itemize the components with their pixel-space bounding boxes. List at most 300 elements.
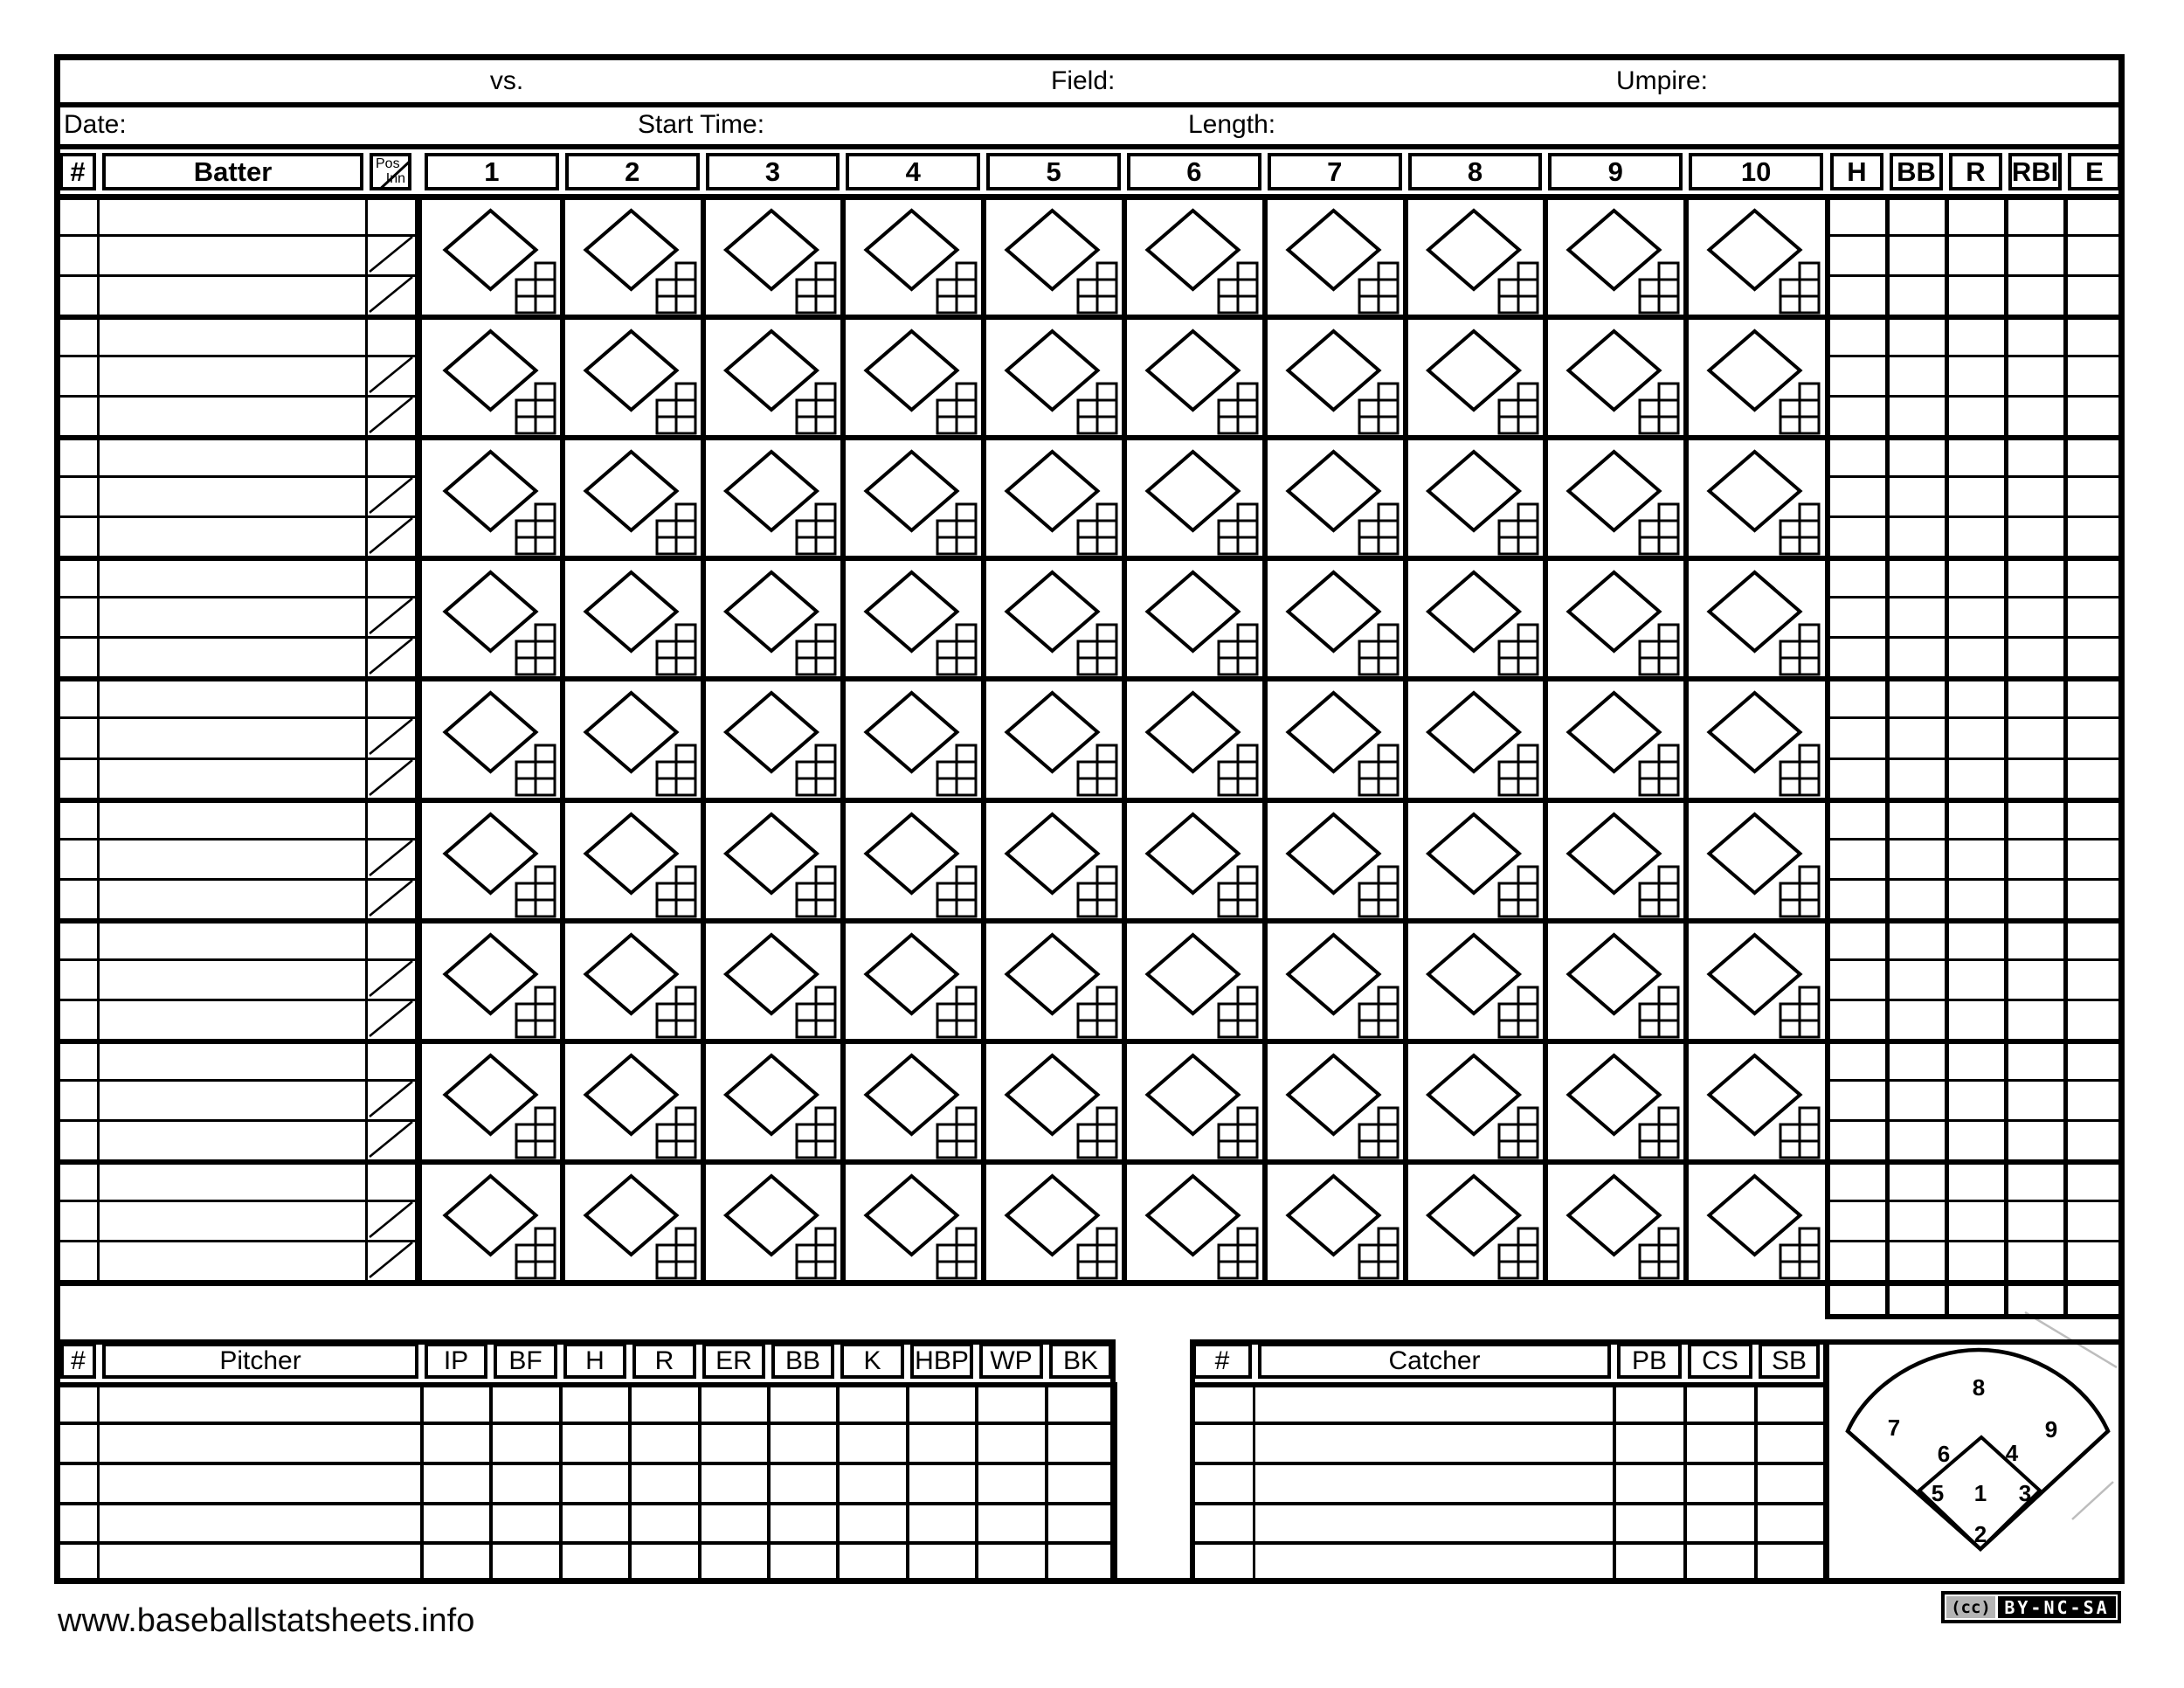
pitch-count-grid <box>1640 263 1678 313</box>
stat-subrow-line <box>1828 999 2118 1001</box>
scoring-diamond <box>1148 572 1239 651</box>
pitch-count-grid <box>1359 745 1398 795</box>
pitch-count-grid <box>1078 384 1116 433</box>
pos-inn-cell-diagonal <box>370 841 412 875</box>
inning-cell <box>564 196 702 313</box>
inning-cell <box>424 678 561 795</box>
pos-inn-cell-diagonal <box>370 478 412 513</box>
pitch-count-grid <box>1359 987 1398 1037</box>
pitch-count-grid <box>1780 987 1819 1037</box>
scoring-diamond <box>1289 572 1379 651</box>
inning-cell <box>705 678 841 795</box>
scoring-diamond <box>1710 1055 1800 1134</box>
inning-cell <box>564 437 702 554</box>
inning-cell <box>1126 316 1263 433</box>
scoring-diamond <box>1148 1055 1239 1134</box>
pitch-count-grid <box>657 987 695 1037</box>
pitch-count-grid <box>1078 1108 1116 1158</box>
inning-cell <box>845 196 982 313</box>
inning-cell <box>845 557 982 675</box>
scoring-diamond <box>1710 572 1800 651</box>
pitch-count-grid <box>1640 504 1678 554</box>
pitcher-stat-col-line <box>489 1382 493 1581</box>
pitch-count-grid <box>516 504 555 554</box>
scoring-diamond <box>446 211 536 289</box>
inning-cell <box>1407 437 1544 554</box>
stat-subrow-line <box>1828 636 2118 639</box>
position-number: 4 <box>2005 1440 2019 1466</box>
inning-cell <box>1547 920 1684 1037</box>
inning-cell <box>424 920 561 1037</box>
pitch-count-grid <box>1499 745 1538 795</box>
inning-header-cell: 3 <box>706 153 840 190</box>
pitch-count-grid <box>1499 1108 1538 1158</box>
pitch-count-grid <box>797 625 835 675</box>
info-row-divider <box>54 144 2125 149</box>
pos-inn-cell-diagonal <box>370 277 412 312</box>
inn-label: Inn <box>385 171 405 186</box>
pitch-count-grid <box>1780 625 1819 675</box>
scoring-diamond <box>1148 211 1239 289</box>
scoring-diamond <box>1710 1176 1800 1255</box>
pitch-count-grid <box>516 1108 555 1158</box>
stats-left-line <box>1825 194 1830 1319</box>
inning-cell <box>1547 678 1684 795</box>
position-number: 8 <box>1972 1374 1986 1401</box>
pitch-count-grid <box>1078 1228 1116 1278</box>
scoring-diamond <box>1148 1176 1239 1255</box>
inning-cell <box>1126 1041 1263 1158</box>
inning-cell <box>1267 799 1404 917</box>
pitch-count-grid <box>1499 504 1538 554</box>
pitch-count-grid <box>1219 987 1257 1037</box>
inning-cell <box>985 316 1123 433</box>
scoring-diamond <box>1428 572 1519 651</box>
pitcher-stat-header: ER <box>702 1343 765 1379</box>
inning-header-cell: 7 <box>1268 153 1402 190</box>
scoring-diamond <box>1710 211 1800 289</box>
pitcher-stat-col-line <box>559 1382 563 1581</box>
scoring-diamond <box>726 331 817 410</box>
scoring-diamond <box>1289 211 1379 289</box>
pitch-count-grid <box>797 1108 835 1158</box>
pitcher-stat-header: R <box>632 1343 696 1379</box>
scoring-diamond <box>867 693 957 771</box>
pos-inn-cell-diagonal <box>370 639 412 674</box>
pitch-count-grid <box>1780 867 1819 917</box>
pitch-count-grid <box>937 504 976 554</box>
scoring-diamond <box>1289 1055 1379 1134</box>
pitch-count-grid <box>657 1228 695 1278</box>
scoring-diamond <box>1428 1176 1519 1255</box>
stat-subrow-line <box>1828 1240 2118 1242</box>
pos-inn-cell-diagonal <box>370 237 412 272</box>
scoring-diamond <box>446 452 536 530</box>
header-cell-batter: Batter <box>102 153 363 190</box>
pitch-count-grid <box>1219 867 1257 917</box>
scoring-diamond <box>867 572 957 651</box>
scoring-diamond <box>726 693 817 771</box>
position-number: 6 <box>1937 1441 1951 1467</box>
scoring-diamond <box>1007 693 1098 771</box>
totals-row-bottom <box>1825 1314 2125 1319</box>
stat-col-line <box>1885 194 1890 1319</box>
inning-cell <box>1407 196 1544 313</box>
pos-inn-cell-diagonal <box>370 398 412 432</box>
inning-cell <box>564 1161 702 1278</box>
pitch-count-grid <box>1499 625 1538 675</box>
pitch-count-grid <box>937 263 976 313</box>
inning-cell <box>705 920 841 1037</box>
pitch-count-grid <box>657 625 695 675</box>
inning-cell <box>985 437 1123 554</box>
pos-inn-cell-diagonal <box>370 1242 412 1277</box>
inning-cell <box>845 437 982 554</box>
pitch-count-grid <box>797 504 835 554</box>
stat-subrow-line <box>1828 716 2118 719</box>
pitch-count-grid <box>937 987 976 1037</box>
inning-cell <box>424 1161 561 1278</box>
pitch-count-grid <box>1359 867 1398 917</box>
catcher-stat-header: PB <box>1617 1343 1682 1379</box>
pitch-count-grid <box>516 987 555 1037</box>
position-number: 5 <box>1931 1480 1945 1506</box>
scoring-diamond <box>446 1055 536 1134</box>
inning-cell <box>424 437 561 554</box>
pitcher-number-col-line <box>97 1382 100 1581</box>
scoring-diamond <box>726 1176 817 1255</box>
scoring-diamond <box>1007 572 1098 651</box>
scoring-diamond <box>726 211 817 289</box>
scoring-diamond <box>867 331 957 410</box>
scoring-diamond <box>1569 211 1660 289</box>
catcher-stat-header: SB <box>1759 1343 1820 1379</box>
pitch-count-grid <box>516 625 555 675</box>
pitch-count-grid <box>797 867 835 917</box>
scoring-diamond <box>446 693 536 771</box>
scoring-diamond <box>586 1176 677 1255</box>
stat-subrow-line <box>1828 838 2118 841</box>
pitch-count-grid <box>1780 1228 1819 1278</box>
inning-header-cell: 1 <box>425 153 559 190</box>
pitch-count-grid <box>1640 1228 1678 1278</box>
pitch-count-grid <box>1780 1108 1819 1158</box>
pitcher-stat-header: BF <box>494 1343 557 1379</box>
stat-subrow-line <box>1828 878 2118 881</box>
vs-label: vs. <box>489 66 524 95</box>
umpire-label: Umpire: <box>1616 66 1709 95</box>
catcher-stat-col-line <box>1754 1382 1758 1581</box>
inning-cell <box>564 1041 702 1158</box>
pitch-count-grid <box>516 867 555 917</box>
position-number: 9 <box>2044 1416 2058 1442</box>
pitch-count-grid <box>1359 1108 1398 1158</box>
scoring-diamond <box>867 814 957 893</box>
header-cell-number: # <box>59 153 96 190</box>
inning-cell <box>1688 316 1825 433</box>
scoring-diamond <box>1428 814 1519 893</box>
pitch-count-grid <box>797 1228 835 1278</box>
pitcher-stat-col-line <box>836 1382 840 1581</box>
catcher-stat-col-line <box>1683 1382 1687 1581</box>
scoring-diamond <box>1710 814 1800 893</box>
inning-cell <box>564 316 702 433</box>
scoring-diamond <box>586 1055 677 1134</box>
inning-cell <box>1688 437 1825 554</box>
pitch-count-grid <box>516 745 555 795</box>
pitch-count-grid <box>657 504 695 554</box>
pitch-count-grid <box>937 384 976 433</box>
inning-cell <box>564 557 702 675</box>
scoring-diamond <box>1710 452 1800 530</box>
scoring-diamond <box>726 814 817 893</box>
pitcher-row-line <box>58 1541 1116 1545</box>
pitch-count-grid <box>1359 1228 1398 1278</box>
pitch-count-grid <box>1499 263 1538 313</box>
scoring-diamond <box>1289 452 1379 530</box>
scoring-diamond <box>446 1176 536 1255</box>
stat-col-line <box>2004 194 2008 1319</box>
pitch-count-grid <box>1640 625 1678 675</box>
scoring-diamond <box>586 452 677 530</box>
pitcher-stat-header: K <box>840 1343 904 1379</box>
pitcher-stat-header: BK <box>1049 1343 1112 1379</box>
scoring-diamond <box>1428 331 1519 410</box>
stat-col-line <box>1945 194 1949 1319</box>
pitch-count-grid <box>1640 867 1678 917</box>
cc-license: BY-NC-SA <box>1998 1596 2116 1618</box>
batting-table-bottom <box>54 1280 2125 1286</box>
scoring-diamond <box>726 1055 817 1134</box>
scoring-diamond <box>726 572 817 651</box>
inning-cell <box>1267 437 1404 554</box>
inning-cell <box>705 316 841 433</box>
stat-subrow-line <box>1828 1200 2118 1202</box>
pitch-count-grid <box>657 384 695 433</box>
pitch-count-grid <box>1640 987 1678 1037</box>
inning-cell <box>1547 437 1684 554</box>
pos-inn-cell-diagonal <box>370 1202 412 1237</box>
scoring-diamond <box>867 452 957 530</box>
inning-cell <box>564 799 702 917</box>
pos-inn-cell-diagonal <box>370 1082 412 1117</box>
inning-cell <box>1267 1041 1404 1158</box>
pitcher-stat-col-line <box>1114 1382 1117 1581</box>
pitch-count-grid <box>516 384 555 433</box>
catcher-row-line <box>1190 1422 1823 1425</box>
scoring-diamond <box>1428 211 1519 289</box>
inning-cell <box>1688 1161 1825 1278</box>
inning-header-cell: 9 <box>1548 153 1683 190</box>
pitch-count-grid <box>1359 625 1398 675</box>
pitch-count-grid <box>1499 384 1538 433</box>
number-col-line <box>97 194 100 1280</box>
pos-inn-cell-diagonal <box>370 518 412 553</box>
pitcher-stat-col-line <box>698 1382 702 1581</box>
inning-cell <box>845 920 982 1037</box>
pitch-count-grid <box>797 384 835 433</box>
pitcher-stat-col-line <box>906 1382 909 1581</box>
inning-cell <box>1126 678 1263 795</box>
scoring-diamond <box>1148 693 1239 771</box>
pitcher-row-line <box>58 1462 1116 1465</box>
pitch-count-grid <box>1219 504 1257 554</box>
scoring-diamond <box>1428 935 1519 1013</box>
scoring-diamond <box>1148 935 1239 1013</box>
inning-cell <box>1688 920 1825 1037</box>
scoring-diamond <box>1007 935 1098 1013</box>
inning-cell <box>1267 196 1404 313</box>
stat-subrow-line <box>1828 1119 2118 1122</box>
pitch-count-grid <box>1219 263 1257 313</box>
inning-cell <box>424 1041 561 1158</box>
inning-cell <box>1547 1041 1684 1158</box>
scoring-diamond <box>1148 452 1239 530</box>
scoring-diamond <box>1007 1055 1098 1134</box>
field-diagram <box>1829 1346 2119 1576</box>
pos-inn-cell-diagonal <box>370 357 412 392</box>
pitch-count-grid <box>1359 504 1398 554</box>
scoring-diamond <box>446 935 536 1013</box>
inning-cell <box>845 799 982 917</box>
inning-cell <box>1688 678 1825 795</box>
catcher-stat-header: CS <box>1688 1343 1752 1379</box>
scoring-diamond <box>1569 1176 1660 1255</box>
scoring-diamond <box>1710 935 1800 1013</box>
scoring-diamond <box>1569 693 1660 771</box>
pitch-count-grid <box>1640 745 1678 795</box>
pos-inn-cell-diagonal <box>370 1122 412 1157</box>
pitcher-stat-header: H <box>563 1343 626 1379</box>
inning-cell <box>1407 799 1544 917</box>
pitch-count-grid <box>657 867 695 917</box>
inning-header-cell: 8 <box>1408 153 1543 190</box>
pitch-count-grid <box>1078 987 1116 1037</box>
pos-label: Pos <box>376 156 400 171</box>
catcher-row-line <box>1190 1541 1823 1545</box>
inning-cell <box>985 557 1123 675</box>
catcher-number-col-line <box>1253 1382 1255 1581</box>
pitch-count-grid <box>1219 384 1257 433</box>
pitcher-header-bottom <box>58 1382 1116 1387</box>
pitcher-header-number: # <box>60 1343 96 1379</box>
inning-cell <box>1407 557 1544 675</box>
inning-cell <box>424 316 561 433</box>
pos-inn-cell-diagonal <box>370 1001 412 1036</box>
field-box-left <box>1823 1339 1829 1584</box>
pitch-count-grid <box>1499 867 1538 917</box>
scoring-diamond <box>1428 693 1519 771</box>
pitch-count-grid <box>1078 504 1116 554</box>
inning-cell <box>1267 678 1404 795</box>
inning-cell <box>1688 196 1825 313</box>
inning-cell <box>985 799 1123 917</box>
pitch-count-grid <box>1359 263 1398 313</box>
batter-col-line <box>365 194 368 1280</box>
scoring-diamond <box>1148 814 1239 893</box>
inning-cell <box>564 678 702 795</box>
stat-subrow-line <box>1828 596 2118 598</box>
scoring-diamond <box>867 1176 957 1255</box>
scoring-diamond <box>1007 331 1098 410</box>
position-number: 7 <box>1887 1415 1901 1441</box>
inning-cell <box>705 437 841 554</box>
inning-cell <box>1547 799 1684 917</box>
scoring-diamond <box>586 211 677 289</box>
pitch-count-grid <box>797 263 835 313</box>
pitcher-stat-header: IP <box>425 1343 487 1379</box>
title-row-divider <box>54 102 2125 107</box>
pos-inn-cell-diagonal <box>370 760 412 795</box>
pos-col-thick-line <box>415 194 422 1280</box>
scoring-diamond <box>586 693 677 771</box>
inning-header-cell: 10 <box>1689 153 1823 190</box>
stat-col-line <box>2063 194 2068 1319</box>
scoring-diamond <box>1289 935 1379 1013</box>
inning-cell <box>1126 920 1263 1037</box>
field-box-top <box>1823 1339 2125 1345</box>
inning-header-cell: 6 <box>1127 153 1261 190</box>
pitch-count-grid <box>1219 625 1257 675</box>
pitch-count-grid <box>657 263 695 313</box>
position-number: 3 <box>2018 1480 2032 1506</box>
inning-cell <box>705 1161 841 1278</box>
scoring-diamond <box>1007 452 1098 530</box>
field-label: Field: <box>1051 66 1116 95</box>
inning-cell <box>1126 437 1263 554</box>
pitcher-stat-header: HBP <box>910 1343 973 1379</box>
catcher-header-bottom <box>1190 1382 1823 1387</box>
stat-subrow-line <box>1828 515 2118 518</box>
inning-cell <box>1126 557 1263 675</box>
stat-subrow-line <box>1828 395 2118 398</box>
inning-header-cell: 4 <box>846 153 980 190</box>
pitch-count-grid <box>1780 745 1819 795</box>
scoring-diamond <box>446 331 536 410</box>
scoring-diamond <box>1569 452 1660 530</box>
stat-subrow-line <box>1828 958 2118 961</box>
pitch-count-grid <box>1078 745 1116 795</box>
inning-header-cell: 5 <box>986 153 1121 190</box>
inning-cell <box>985 196 1123 313</box>
pitch-count-grid <box>1499 1228 1538 1278</box>
catcher-row-line <box>1190 1502 1823 1505</box>
pitch-count-grid <box>1078 625 1116 675</box>
pitcher-row-line <box>58 1422 1116 1425</box>
pitch-count-grid <box>516 1228 555 1278</box>
pitcher-stat-header: WP <box>979 1343 1043 1379</box>
pitch-count-grid <box>1640 1108 1678 1158</box>
inning-cell <box>1688 1041 1825 1158</box>
pitch-count-grid <box>1359 384 1398 433</box>
inning-cell <box>1126 799 1263 917</box>
catcher-stat-col-line <box>1613 1382 1616 1581</box>
scoring-diamond <box>1007 814 1098 893</box>
position-number: 1 <box>1973 1480 1987 1506</box>
scoring-diamond <box>1289 693 1379 771</box>
inning-cell <box>1547 1161 1684 1278</box>
pitch-count-grid <box>1640 384 1678 433</box>
scoring-diamond <box>1569 331 1660 410</box>
pitch-count-grid <box>1780 384 1819 433</box>
inning-cell <box>1407 1161 1544 1278</box>
scoring-diamond <box>1289 814 1379 893</box>
inning-cell <box>845 1041 982 1158</box>
start-time-label: Start Time: <box>638 110 765 139</box>
inning-cell <box>1407 678 1544 795</box>
pitch-count-grid <box>1078 263 1116 313</box>
pitch-count-grid <box>1219 745 1257 795</box>
